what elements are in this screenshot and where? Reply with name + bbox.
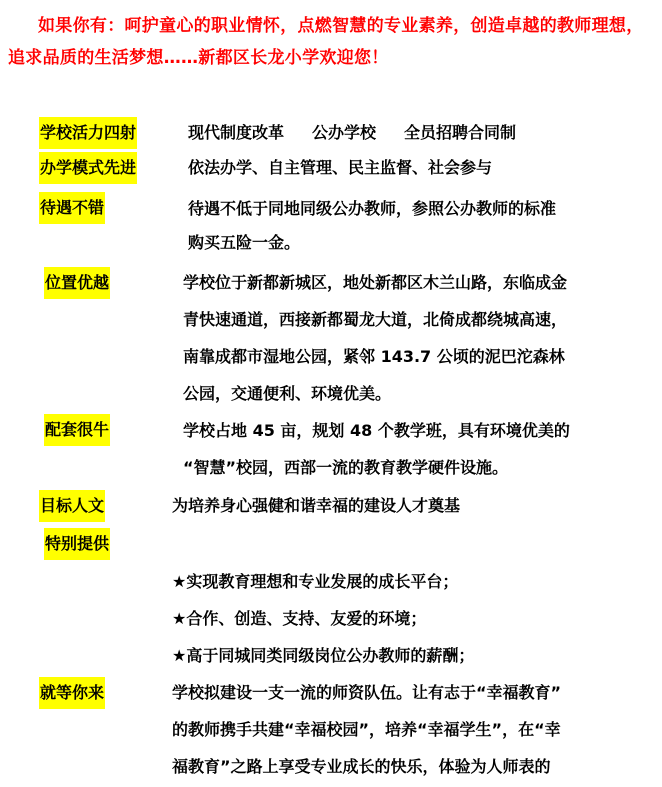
location-line: 公园，交通便利、环境优美。	[183, 384, 392, 403]
offer-item: ★高于同城同类同级岗位公办教师的薪酬；	[172, 646, 475, 665]
facilities-line: “智慧”校园，西部一流的教育教学硬件设施。	[183, 458, 509, 477]
label-facilities: 配套很牛	[44, 414, 110, 446]
location-line: 学校位于新都新城区，地处新都区木兰山路，东临成金	[183, 273, 568, 292]
waiting-line: 福教育”之路上享受专业成长的快乐，体验为人师表的	[172, 757, 551, 776]
waiting-line: 的教师携手共建“幸福校园”，培养“幸福学生”，在“幸	[172, 720, 561, 739]
location-line: 南靠成都市湿地公园，紧邻 143.7 公顷的泥巴沱森林	[183, 347, 565, 366]
label-goal: 目标人文	[39, 490, 105, 522]
offer-item: ★实现教育理想和专业发展的成长平台；	[172, 572, 459, 591]
label-waiting: 就等你来	[39, 677, 105, 709]
label-vitality: 学校活力四射	[39, 117, 137, 149]
facilities-line: 学校占地 45 亩，规划 48 个教学班，具有环境优美的	[183, 421, 570, 440]
offer-item: ★合作、创造、支持、友爱的环境；	[172, 609, 427, 628]
pay-line: 待遇不低于同地同级公办教师，参照公办教师的标准	[188, 199, 557, 218]
intro-paragraph: 如果你有：呵护童心的职业情怀，点燃智慧的专业素养，创造卓越的教师理想，追求品质的生活梦想……新都区长龙小学欢迎您！	[8, 16, 644, 68]
goal-text: 为培养身心强健和谐幸福的建设人才奠基	[172, 496, 461, 515]
waiting-line: 学校拟建设一支一流的师资队伍。让有志于“幸福教育”	[172, 683, 562, 702]
label-mode: 办学模式先进	[39, 152, 137, 184]
label-location: 位置优越	[44, 267, 110, 299]
location-line: 青快速通道，西接新都蜀龙大道，北倚成都绕城高速，	[183, 310, 568, 329]
vitality-item: 现代制度改革	[188, 123, 285, 142]
label-offer: 特别提供	[44, 528, 110, 560]
vitality-item: 全员招聘合同制	[404, 123, 517, 142]
vitality-item: 公办学校	[312, 123, 377, 142]
mode-text: 依法办学、自主管理、民主监督、社会参与	[188, 158, 493, 177]
pay-line: 购买五险一金。	[188, 233, 301, 252]
vitality-items	[188, 116, 516, 150]
label-pay: 待遇不错	[39, 192, 105, 224]
